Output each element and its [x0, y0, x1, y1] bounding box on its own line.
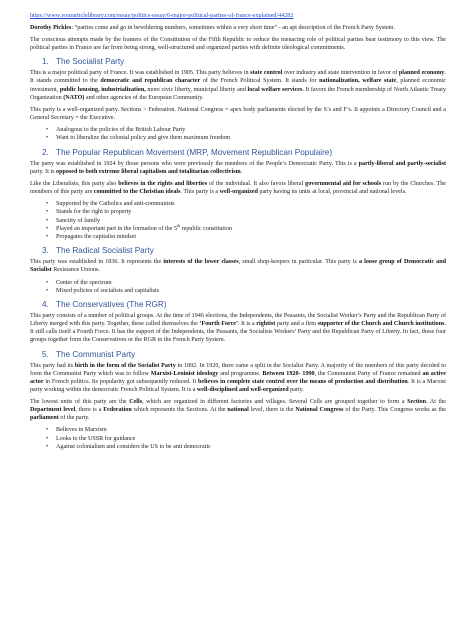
- socialist-paragraph-2: This party is a well-organized party. Sections > Federation. National Congress = apex body parliaments elected by the S’s and F’s. It appoints a Directory Council and a General Secretary = the Executive.: [30, 106, 446, 121]
- section-heading-socialist: 1. The Socialist Party: [42, 57, 125, 67]
- list-item: • Sanctity of family: [56, 217, 446, 225]
- list-item: • Supported by the Catholics and anti-communists: [56, 200, 446, 208]
- intro-paragraph-1: Dorothy Pickles: “parties come and go in bewildering numbers, sometimes within a very short time” - an apt description of the French Party System.: [30, 25, 395, 32]
- section-heading-radical-socialist: 3. The Radical Socialist Party: [42, 246, 154, 256]
- radical-bullet-list: [30, 279, 446, 296]
- list-item: • Mixed policies of socialists and capitalists: [56, 287, 446, 295]
- list-item: • Stands for the right to property: [56, 208, 446, 216]
- mrp-paragraph-2: Like the Liberalists, this party also believes in the rights and liberties of the individual. It also favors liberal governmental aid for schools run by the Churches. The members of this party are committed to the Christian ideals. This party is a well-organized party having its units at local, provincial and national levels.: [30, 180, 447, 195]
- list-item: • Center of the spectrum: [56, 279, 446, 287]
- author-name: Dorothy Pickles: [30, 25, 72, 32]
- list-item: • Played an important part in the formation of the 5th republic constitution: [56, 225, 446, 233]
- section-heading-communist: 5. The Communist Party: [42, 349, 136, 359]
- radical-paragraph-1: This party was established in 1836. It represents the interests of the lower classes, small shop-keepers in particular. This party is a loose group of Democratic and Socialist Resistance Unions.: [30, 259, 446, 274]
- source-url-link[interactable]: https://www.yourarticlelibrary.com/essay/politics-essay/6-major-political-parties-of-france-explained/44282: [30, 13, 294, 19]
- list-item: • Looks to the USSR for guidance: [56, 435, 446, 443]
- socialist-paragraph-1: This is a major political party of France. It was established in 1905. This party believes in state control over industry and state intervention in favor of planned economy. It stands committed to the democratic and republican character of the French Political System. It stands for nationalization, welfare state, planned economic investment, public housing, industrialization, more civic liberty, municipal liberty and local welfare services. It favors the French membership of North Atlantic Treaty Organization (NATO) and other agencies of the European Community.: [30, 70, 446, 101]
- list-item: • Against colonialism and considers the US to be anti democratic: [56, 443, 446, 451]
- socialist-bullet-list: [30, 126, 446, 143]
- communist-paragraph-2: The lowest units of this party are the Cells, which are organized in different factories and villages. Several Cells are grouped together to form a Section. At the Department level, there is a Federation which represents the Sections. At the national level, there is the National Congress of the Party. This Congress works as the parliament of the party.: [30, 398, 446, 422]
- conservatives-paragraph-1: This party consists of a number of political groups. At the time of 1946 elections, the Independents, the Peasants, the Socialist Worker’s Party and the Republican Party of Liberty merged with this party. Together, these called themselves the ‘Fourth Force’. It is a rightist party and a firm supporter of the Church and Church institutions. It still calls itself a Fourth Force. It has the support of the Independents, the Peasants, the Socialists Workers’ Party and the Republican Party of Liberty. In fact, these four groups together form the Conservatives or the RGR in the French Party System.: [30, 313, 446, 344]
- section-heading-mrp: 2. The Popular Republican Movement (MRP, Movement Republican Populaire): [42, 147, 333, 157]
- communist-bullet-list: [30, 426, 446, 451]
- list-item: • Believes in Marxism: [56, 426, 446, 434]
- section-heading-conservatives: 4. The Conservatives (The RGR): [42, 300, 167, 310]
- list-item: • Analogous to the policies of the British Labour Party: [56, 126, 446, 134]
- mrp-bullet-list: [30, 200, 446, 241]
- communist-paragraph-1: This party had its birth in the form of the Socialist Party in 1892. In 1920, there came a split in the Socialist Party. A majority of the members of this party decided to form the Communist Party which was to follow Marxist-Leninist ideology and programme. Between 1920- 1990, the Communist Party of France remained an active actor in French politics. Its popularity got subsequently reduced. It believes in complete state control over the means of production and distribution. It is a Marxist party working within the democratic French Political System. It is a well-disciplined and well-organized party.: [30, 362, 447, 393]
- list-item: • Propagates the capitalist mindset: [56, 233, 446, 241]
- intro-paragraph-2: The conscious attempts made by the framers of the Constitution of the Fifth Republic to reduce the menacing role of political parties bear testimony to this view. The political parties in France are far from being strong, well-structured and organized parties with definite ideological commitments.: [30, 37, 446, 52]
- list-item: • Want to liberalize the colonial policy and give them maximum freedom: [56, 134, 446, 142]
- mrp-paragraph-1: The party was established in 1924 by those persons who were previously the members of the People’s Democratic Party. This is a partly-liberal and partly-socialist party. It is opposed to both extreme liberal capitalism and totalitarian collectivism.: [30, 160, 446, 175]
